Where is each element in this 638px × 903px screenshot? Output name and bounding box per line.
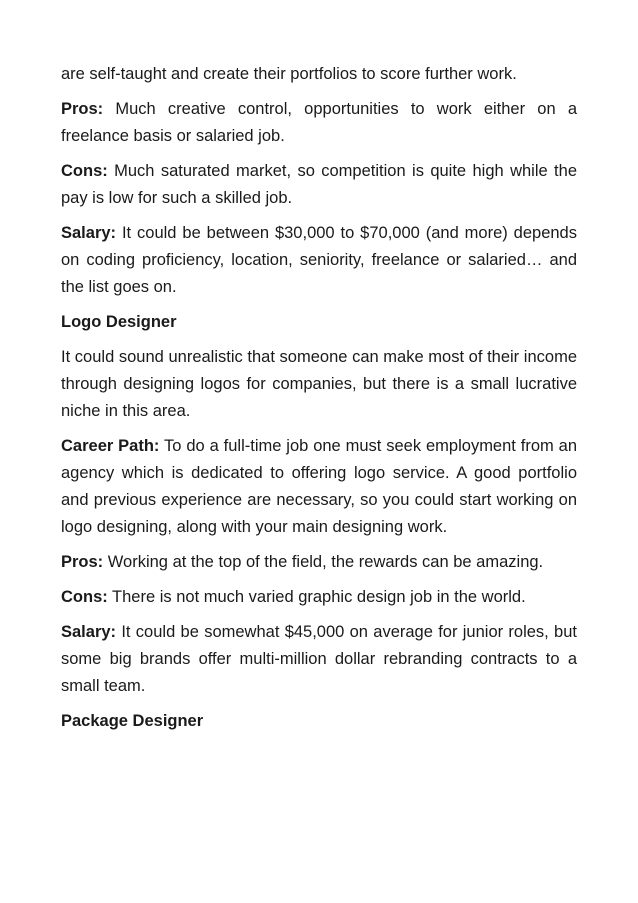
paragraph-salary-web — [61, 220, 577, 301]
career-path-text: To do a full-time job one must seek employment from an agency which is dedicated to offering logo service. A good portfolio and previous experience are necessary, so you could start working on logo designing, along with your main designing work. — [61, 437, 577, 536]
paragraph-cons-web — [61, 158, 577, 212]
cons-text: There is not much varied graphic design job in the world. — [107, 588, 526, 606]
salary-text: It could be somewhat $45,000 on average for junior roles, but some big brands offer multi-million dollar rebranding contracts to a small team. — [61, 623, 577, 695]
paragraph-pros-web — [61, 96, 577, 150]
paragraph-salary-logo — [61, 619, 577, 700]
cons-label: Cons: — [61, 588, 108, 606]
salary-text: It could be between $30,000 to $70,000 (and more) depends on coding proficiency, location, seniority, freelance or salaried… and the list goes on. — [61, 224, 577, 296]
salary-label: Salary: — [61, 623, 117, 641]
heading-package-designer: Package Designer — [61, 712, 204, 730]
cons-label: Cons: — [61, 162, 108, 180]
salary-label: Salary: — [61, 224, 117, 242]
paragraph-pros-logo — [61, 549, 577, 576]
cons-text: Much saturated market, so competition is quite high while the pay is low for such a skilled job. — [61, 162, 577, 207]
pros-label: Pros: — [61, 100, 104, 118]
paragraph-text: It could sound unrealistic that someone can make most of their income through designing logos for companies, but there is a small lucrative niche in this area. — [61, 348, 577, 420]
paragraph-logo-intro — [61, 344, 577, 425]
heading-logo-designer: Logo Designer — [61, 313, 177, 331]
paragraph-text: are self-taught and create their portfolios to score further work. — [61, 65, 517, 83]
document-page — [61, 61, 577, 743]
pros-label: Pros: — [61, 553, 104, 571]
pros-text: Working at the top of the field, the rewards can be amazing. — [103, 553, 544, 571]
paragraph-career-path — [61, 433, 577, 541]
pros-text: Much creative control, opportunities to work either on a freelance basis or salaried job. — [61, 100, 577, 145]
paragraph-portfolio-continuation — [61, 61, 577, 88]
career-path-label: Career Path: — [61, 437, 160, 455]
paragraph-cons-logo — [61, 584, 577, 611]
